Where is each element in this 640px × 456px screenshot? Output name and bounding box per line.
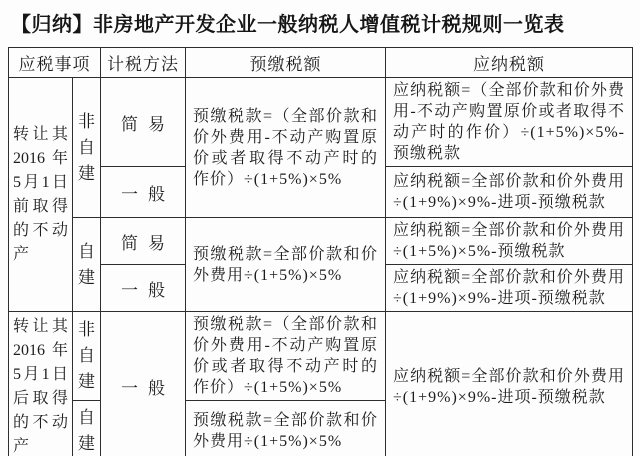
header-taxable-item: 应税事项 <box>9 48 101 78</box>
header-tax-method: 计税方法 <box>101 48 186 78</box>
cell-method-general-3: 一般 <box>101 312 186 456</box>
cell-item-acquired-before: 转让其2016年5月1日前取得的不动产 <box>9 78 73 312</box>
row-before-self-simple <box>9 218 633 265</box>
cell-self-built-2: 自建 <box>73 401 101 456</box>
cell-method-general-2: 一般 <box>101 265 186 312</box>
cell-self-built-1: 自建 <box>73 218 101 312</box>
cell-method-simple-2: 简易 <box>101 218 186 265</box>
page-title: 【归纳】非房地产开发企业一般纳税人增值税计税规则一览表 <box>11 14 565 36</box>
cell-payable-general-nonself: 应纳税额=全部价款和价外费用÷(1+9%)×9%-进项-预缴税款 <box>386 167 633 218</box>
cell-prepaid-self-after: 预缴税款=全部价款和价外费用÷(1+5%)×5% <box>186 401 386 456</box>
cell-prepaid-nonself-before: 预缴税款=（全部价款和价外费用-不动产购置原价或者取得不动产时的作价）÷(1+5%)×5% <box>186 78 386 218</box>
cell-payable-simple-self: 应纳税额=全部价款和价外费用÷(1+5%)×5%-预缴税款 <box>386 218 633 265</box>
cell-non-self-built-2: 非自建 <box>73 312 101 401</box>
cell-payable-simple-nonself: 应纳税额=（全部价款和价外费用-不动产购置原价或者取得不动产时的作价）÷(1+5%)×5%-预缴税款 <box>386 78 633 167</box>
header-payable-tax: 应纳税额 <box>386 48 633 78</box>
cell-payable-general-self: 应纳税额=全部价款和价外费用÷(1+9%)×9%-进项-预缴税款 <box>386 265 633 312</box>
header-prepaid-tax: 预缴税额 <box>186 48 386 78</box>
cell-item-acquired-after: 转让其2016年5月1日后取得的不动产 <box>9 312 73 456</box>
header-row <box>9 48 633 78</box>
cell-method-general-1: 一般 <box>101 167 186 218</box>
cell-method-simple-1: 简易 <box>101 78 186 167</box>
cell-non-self-built-1: 非自建 <box>73 78 101 218</box>
cell-payable-general-after: 应纳税额=全部价款和价外费用÷(1+9%)×9%-进项-预缴税款 <box>386 312 633 456</box>
cell-prepaid-nonself-after: 预缴税款=（全部价款和价外费用-不动产购置原价或者取得不动产时的作价）÷(1+5%)×5% <box>186 312 386 401</box>
row-before-nonself-simple <box>9 78 633 167</box>
vat-rules-table <box>8 47 633 456</box>
row-after-nonself <box>9 312 633 401</box>
cell-prepaid-self-before: 预缴税款=全部价款和价外费用÷(1+5%)×5% <box>186 218 386 312</box>
